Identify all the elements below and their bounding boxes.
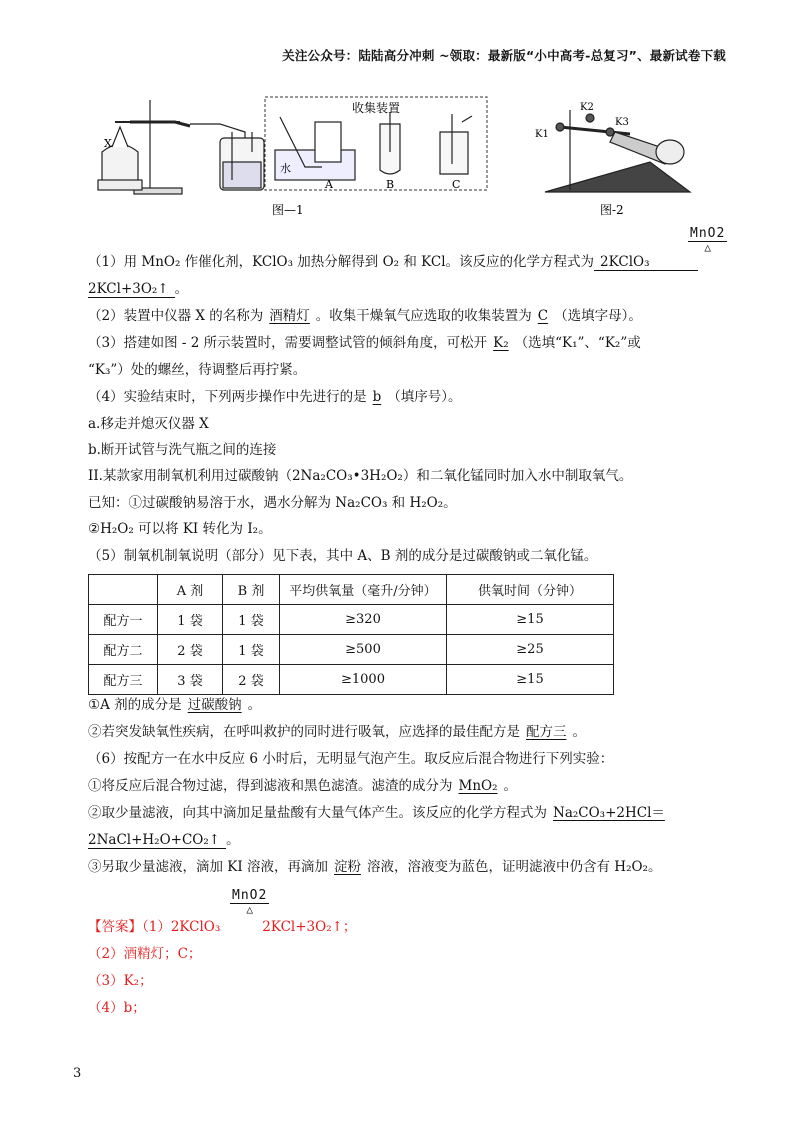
table-header-cell: A 剂 [158,575,223,605]
answer-line3: （3）K₂； [88,973,153,989]
q5a-line: ①A 剂的成分是 过碳酸钠 。 [88,697,262,713]
table-header-cell: 平均供氧量（毫升/分钟） [280,575,447,605]
table-cell: 1 袋 [223,605,280,635]
label-k1: K1 [535,129,549,140]
label-c: C [452,178,461,191]
heat-triangle-icon: △ [246,903,253,916]
part2-intro: II.某款家用制氧机利用过碳酸钠（2Na₂CO₃•3H₂O₂）和二氧化锰同时加入水中制取氧气。 [88,468,633,484]
table-cell: 1 袋 [223,635,280,665]
answer-line4: （4）b； [88,1000,146,1016]
q6b-line1: ②取少量滤液，向其中滴加足量盐酸有大量气体产生。该反应的化学方程式为 Na₂CO₃+2HCl＝ [88,805,665,821]
table-cell: 3 袋 [158,665,223,695]
apparatus-figures [90,92,710,222]
label-collect-title: 收集装置 [352,101,401,115]
q6b-line2: 2NaCl+H₂O+CO₂↑ 。 [88,832,240,848]
q2-line: （2）装置中仪器 X 的名称为 酒精灯 。收集干燥氧气应选取的收集装置为 C （选填字母）。 [88,308,642,324]
table-cell: ≥15 [447,605,614,635]
table-cell: 2 袋 [223,665,280,695]
table-header-cell [89,575,158,605]
table-cell: ≥25 [447,635,614,665]
apparatus-drawing [90,92,710,222]
answer-line2: （2）酒精灯；C； [88,946,202,962]
fig1-caption: 图—1 [272,203,304,217]
table-cell: 配方二 [89,635,158,665]
q6c-line: ③另取少量滤液，滴加 KI 溶液，再滴加 淀粉 溶液，溶液变为蓝色，证明滤液中仍含有 H₂O₂。 [88,859,662,875]
label-x: X [104,137,112,150]
known-2: ②H₂O₂ 可以将 KI 转化为 I₂。 [88,521,272,537]
heat-triangle-icon: △ [704,241,711,254]
page-number: 3 [73,1066,82,1081]
table-row [89,665,614,695]
table-header-cell: 供氧时间（分钟） [447,575,614,605]
heating-apparatus [98,100,264,194]
fig2-caption: 图-2 [600,203,624,217]
q4-line: （4）实验结束时，下列两步操作中先进行的是 b （填序号）。 [88,389,462,405]
q1-line1: （1）用 MnO₂ 作催化剂，KClO₃ 加热分解得到 O₂ 和 KCl。该反应的化学方程式为 2KClO₃ [88,252,728,272]
table-cell: ≥1000 [280,665,447,695]
label-water: 水 [280,162,291,175]
answer-line1: 【答案】（1）2KClO₃ 2KCl+3O₂↑； [88,919,357,935]
label-k2: K2 [580,102,594,113]
q1-line2: 2KCl+3O₂↑ 。 [88,281,189,297]
q5b-line: ②若突发缺氧性疾病，在呼叫救护的同时进行吸氧，应选择的最佳配方是 配方三 。 [88,724,586,740]
table-row [89,635,614,665]
q4-option-b: b.断开试管与洗气瓶之间的连接 [88,442,277,458]
table-header-row [89,575,614,605]
table-cell: 配方三 [89,665,158,695]
table-row [89,605,614,635]
table-cell: 配方一 [89,605,158,635]
catalyst-formula: MnO2 [690,226,726,241]
label-k3: K3 [615,117,629,128]
table-cell: ≥320 [280,605,447,635]
answer-label: 【答案】 [88,919,142,935]
catalyst-mark-q1 [688,226,727,254]
table-cell: 1 袋 [158,605,223,635]
q3-line2: “K₃”）处的螺丝，待调整后再拧紧。 [88,362,307,378]
q3-line1: （3）搭建如图 - 2 所示装置时，需要调整试管的倾斜角度，可松开 K₂ （选填“K₁”、“K₂”或 [88,335,641,351]
q6-intro: （6）按配方一在水中反应 6 小时后，无明显气泡产生。取反应后混合物进行下列实验： [88,751,614,767]
page-header: 关注公众号：陆陆高分冲刺 ~领取：最新版“小中高考-总复习”、最新试卷下载 [282,48,726,63]
table-cell: ≥15 [447,665,614,695]
catalyst-mark-answer [230,888,269,916]
q5-intro: （5）制氧机制氧说明（部分）见下表，其中 A、B 剂的成分是过碳酸钠或二氧化锰。 [88,548,598,564]
label-a: A [325,178,333,191]
known-1: 已知：①过碳酸钠易溶于水，遇水分解为 Na₂CO₃ 和 H₂O₂。 [88,495,457,511]
table-cell: 2 袋 [158,635,223,665]
q4-option-a: a.移走并熄灭仪器 X [88,416,209,432]
table-header-cell: B 剂 [223,575,280,605]
collection-devices [275,112,472,180]
catalyst-formula: MnO2 [232,888,268,903]
table-cell: ≥500 [280,635,447,665]
label-b: B [386,178,395,191]
q6a-line: ①将反应后混合物过滤，得到滤液和黑色滤渣。滤渣的成分为 MnO₂ 。 [88,778,517,794]
recipe-table [88,574,614,695]
